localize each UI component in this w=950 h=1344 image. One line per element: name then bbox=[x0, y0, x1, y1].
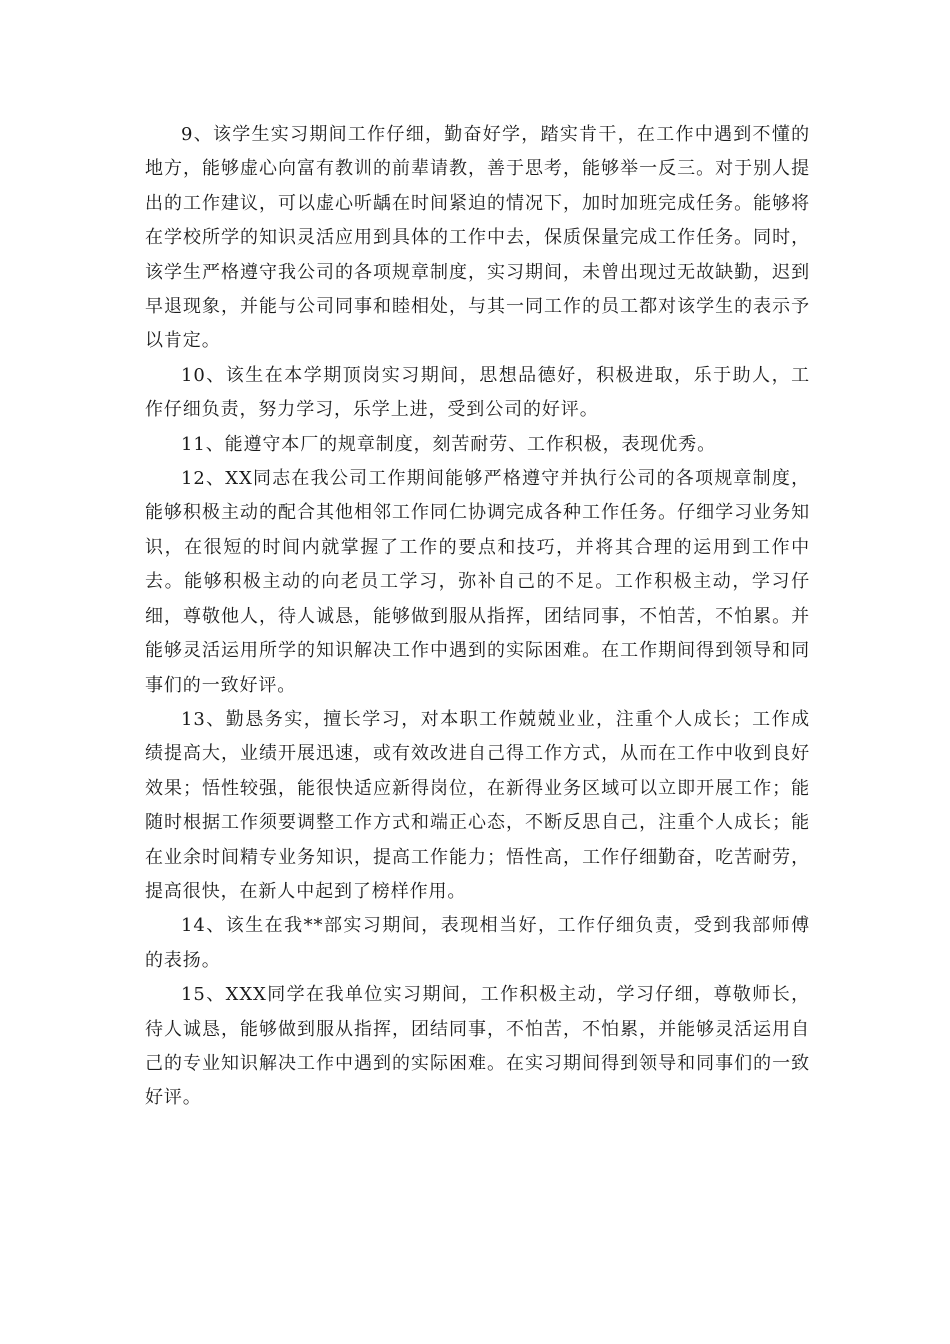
paragraph-13: 13、勤恳务实，擅长学习，对本职工作兢兢业业，注重个人成长；工作成绩提高大，业绩开展迅速，或有效改进自己得工作方式，从而在工作中收到良好效果；悟性较强，能很快适应新得岗位，在新得业务区域可以立即开展工作；能随时根据工作须要调整工作方式和端正心态，不断反思自己，注重个人成长；能在业余时间精专业务知识，提高工作能力；悟性高，工作仔细勤奋，吃苦耐劳，提高很快，在新人中起到了榜样作用。 bbox=[145, 708, 810, 902]
paragraph-15: 15、XXX同学在我单位实习期间，工作积极主动，学习仔细，尊敬师长，待人诚恳，能够做到服从指挥，团结同事，不怕苦，不怕累，并能够灵活运用自己的专业知识解决工作中遇到的实际困难。在实习期间得到领导和同事们的一致好评。 bbox=[145, 984, 810, 1109]
paragraph-10: 10、该生在本学期顶岗实习期间，思想品德好，积极进取，乐于助人，工作仔细负责，努力学习，乐学上进，受到公司的好评。 bbox=[145, 364, 810, 421]
paragraph-11: 11、能遵守本厂的规章制度，刻苦耐劳、工作积极，表现优秀。 bbox=[181, 433, 717, 455]
paragraph-9: 9、该学生实习期间工作仔细，勤奋好学，踏实肯干，在工作中遇到不懂的地方，能够虚心向富有教训的前辈请教，善于思考，能够举一反三。对于别人提出的工作建议，可以虚心听龋在时间紧迫的情况下，加时加班完成任务。能够将在学校所学的知识灵活应用到具体的工作中去，保质保量完成工作任务。同时，该学生严格遵守我公司的各项规章制度，实习期间，未曾出现过无故缺勤，迟到早退现象，并能与公司同事和睦相处，与其一同工作的员工都对该学生的表示予以肯定。 bbox=[145, 124, 810, 352]
document-body bbox=[145, 118, 810, 1116]
paragraph-14: 14、该生在我**部实习期间，表现相当好，工作仔细负责，受到我部师傅的表扬。 bbox=[145, 915, 810, 971]
paragraph-12: 12、XX同志在我公司工作期间能够严格遵守并执行公司的各项规章制度，能够积极主动的配合其他相邻工作同仁协调完成各种工作任务。仔细学习业务知识，在很短的时间内就掌握了工作的要点和技巧，并将其合理的运用到工作中去。能够积极主动的向老员工学习，弥补自己的不足。工作积极主动，学习仔细，尊敬他人，待人诚恳，能够做到服从指挥，团结同事，不怕苦，不怕累。并能够灵活运用所学的知识解决工作中遇到的实际困难。在工作期间得到领导和同事们的一致好评。 bbox=[145, 468, 810, 696]
